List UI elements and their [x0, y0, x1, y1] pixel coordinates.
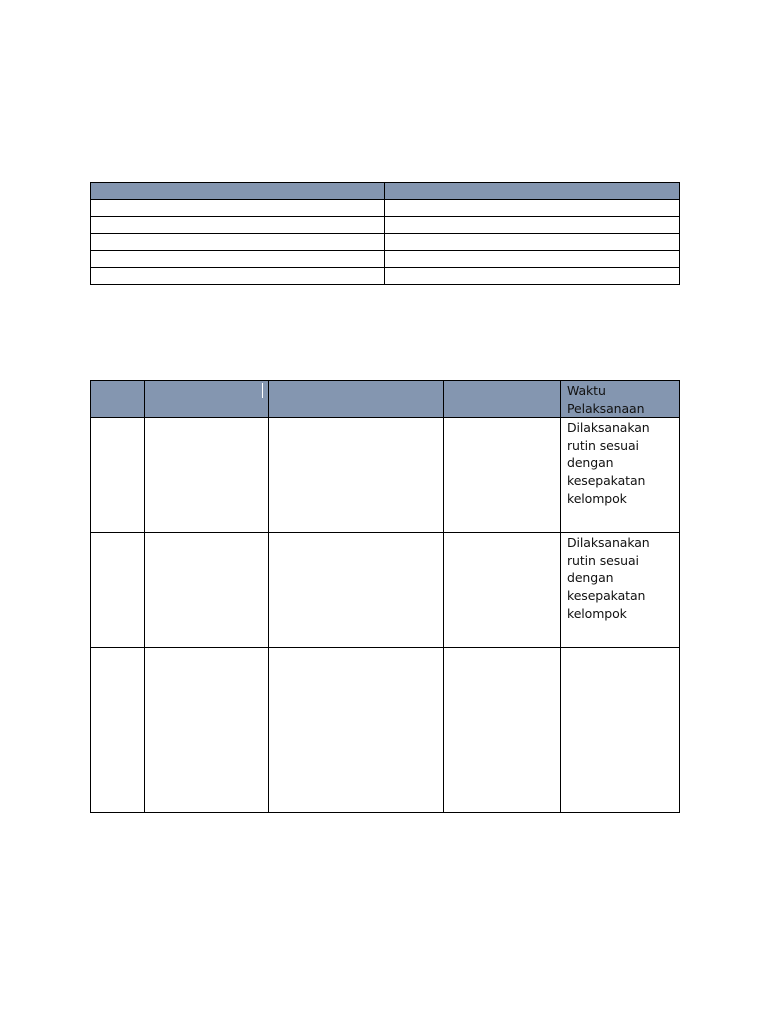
cell-text: Dilaksanakan rutin sesuai dengan kesepakatan kelompok	[567, 420, 650, 506]
table-row	[91, 234, 680, 251]
table-row	[91, 648, 680, 813]
header-cell-text	[91, 381, 144, 382]
cell-text	[91, 418, 144, 419]
table-cell	[91, 533, 145, 648]
cell-text	[269, 418, 443, 419]
table-2	[90, 380, 680, 813]
table-cell	[91, 200, 385, 217]
table-row	[91, 217, 680, 234]
cell-text	[91, 533, 144, 534]
table-cell	[269, 648, 444, 813]
cell-text	[444, 418, 560, 419]
table-cell	[269, 418, 444, 533]
cell-text	[145, 648, 268, 649]
cell-text: Dilaksanakan rutin sesuai dengan kesepakatan kelompok	[567, 535, 650, 621]
cell-text	[91, 648, 144, 649]
cell-text	[269, 533, 443, 534]
table-1-header-cell	[91, 183, 385, 200]
table-row	[91, 251, 680, 268]
table-2-header-cell	[444, 381, 561, 418]
table-cell	[145, 648, 269, 813]
table-row	[91, 200, 680, 217]
cell-text	[269, 648, 443, 649]
table-1-header-cell	[385, 183, 680, 200]
text-cursor-mark	[262, 383, 263, 398]
table-row	[91, 533, 680, 648]
table-cell	[444, 533, 561, 648]
table-cell	[91, 648, 145, 813]
header-cell-text	[145, 381, 268, 382]
table-row	[91, 268, 680, 285]
table-cell	[91, 234, 385, 251]
table-cell-waktu	[561, 648, 680, 813]
table-cell	[385, 217, 680, 234]
table-cell	[385, 251, 680, 268]
header-cell-text: Waktu Pelaksanaan	[567, 383, 645, 416]
cell-text	[145, 533, 268, 534]
table-cell-waktu	[561, 533, 680, 648]
table-1	[90, 182, 680, 285]
cell-text	[444, 648, 560, 649]
table-cell	[91, 418, 145, 533]
table-cell	[145, 533, 269, 648]
cell-text	[561, 648, 679, 649]
table-cell	[91, 268, 385, 285]
header-cell-text	[444, 381, 560, 382]
table-cell	[444, 418, 561, 533]
table-cell	[385, 200, 680, 217]
cell-text	[145, 418, 268, 419]
table-2-header-cell	[145, 381, 269, 418]
cell-text	[444, 533, 560, 534]
table-cell	[269, 533, 444, 648]
table-2-header-row	[91, 381, 680, 418]
table-cell-waktu	[561, 418, 680, 533]
table-cell	[91, 251, 385, 268]
table-cell	[385, 268, 680, 285]
table-cell	[385, 234, 680, 251]
table-row	[91, 418, 680, 533]
table-cell	[145, 418, 269, 533]
table-cell	[444, 648, 561, 813]
header-cell-text	[269, 381, 443, 382]
table-1-header-row	[91, 183, 680, 200]
table-cell	[91, 217, 385, 234]
table-2-header-cell-waktu	[561, 381, 680, 418]
table-2-header-cell	[269, 381, 444, 418]
table-2-header-cell	[91, 381, 145, 418]
